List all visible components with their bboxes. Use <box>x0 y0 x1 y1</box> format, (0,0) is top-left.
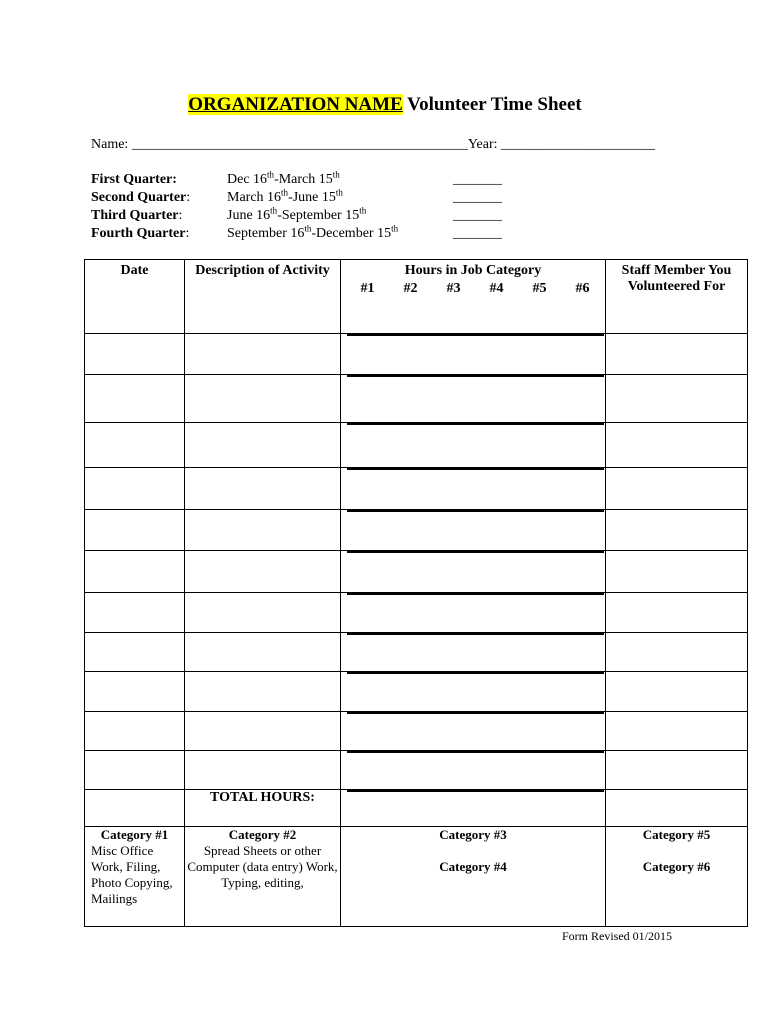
hour-category-number: #4 <box>489 281 504 296</box>
hours-cell[interactable] <box>518 751 561 753</box>
hours-cells <box>341 551 606 593</box>
hours-cell[interactable] <box>432 593 475 595</box>
total-hours-label: TOTAL HOURS: <box>185 790 341 827</box>
hour-category-number: #5 <box>532 281 547 296</box>
date-header: Date <box>85 260 185 334</box>
hours-cell[interactable] <box>390 468 433 470</box>
hours-cell[interactable] <box>475 423 518 425</box>
hours-cell[interactable] <box>432 375 475 377</box>
hours-header <box>341 260 606 334</box>
table-row <box>85 551 748 593</box>
hours-cell[interactable] <box>560 334 604 336</box>
hour-category-number: #3 <box>446 281 461 296</box>
quarter-dates: March 16th-June 15th <box>227 187 343 205</box>
quarter-label: First Quarter: <box>91 172 177 187</box>
description-cell[interactable] <box>185 510 341 551</box>
description-cell[interactable] <box>185 633 341 672</box>
hour-category-number: #6 <box>575 281 590 296</box>
date-cell[interactable] <box>85 375 185 423</box>
total-hours-cells <box>341 790 606 827</box>
hours-cell[interactable] <box>432 510 475 512</box>
hour-category-number: #2 <box>403 281 418 296</box>
hours-cell[interactable] <box>347 510 390 512</box>
staff-cell[interactable] <box>606 633 748 672</box>
quarter-row <box>91 207 533 225</box>
date-cell[interactable] <box>85 510 185 551</box>
category-2-cell <box>185 827 341 927</box>
category-4-title: Category #4 <box>439 859 507 874</box>
table-header-row <box>85 260 748 334</box>
table-row <box>85 672 748 712</box>
hours-cell[interactable] <box>560 712 604 714</box>
hours-cell[interactable] <box>390 551 433 553</box>
staff-header: Staff Member You Volunteered For <box>606 260 748 334</box>
hours-cell[interactable] <box>432 334 475 336</box>
hours-cells <box>341 593 606 633</box>
category-6-title: Category #6 <box>642 859 711 874</box>
table-row <box>85 334 748 375</box>
date-cell[interactable] <box>85 712 185 751</box>
hours-cell[interactable] <box>432 551 475 553</box>
hours-cell[interactable] <box>347 551 390 553</box>
hours-cell[interactable] <box>518 672 561 674</box>
hours-cell[interactable] <box>560 510 604 512</box>
table-row <box>85 751 748 790</box>
hours-cell[interactable] <box>475 334 518 336</box>
hours-cell[interactable] <box>390 423 433 425</box>
quarter-row <box>91 189 533 207</box>
description-header: Description of Activity <box>185 260 341 334</box>
hours-cell[interactable] <box>432 468 475 470</box>
hours-cell[interactable] <box>432 751 475 753</box>
hours-cell[interactable] <box>432 712 475 714</box>
hours-cell[interactable] <box>475 375 518 377</box>
hours-cell[interactable] <box>475 790 518 792</box>
hours-cell[interactable] <box>390 790 433 792</box>
staff-cell[interactable] <box>606 468 748 510</box>
category-1-description: Misc Office Work, Filing, Photo Copying, Mailings <box>91 843 173 906</box>
hours-cell[interactable] <box>390 633 433 635</box>
description-cell[interactable] <box>185 551 341 593</box>
quarter-blank[interactable]: _______ <box>453 172 502 187</box>
hours-cell[interactable] <box>390 712 433 714</box>
time-sheet-table <box>84 259 748 927</box>
organization-name: ORGANIZATION NAME <box>188 94 403 115</box>
quarter-label: Fourth Quarter: <box>91 226 190 241</box>
hours-cell[interactable] <box>560 593 604 595</box>
hours-cells <box>341 375 606 423</box>
form-title <box>0 94 770 116</box>
date-cell[interactable] <box>85 423 185 468</box>
hours-cell[interactable] <box>475 633 518 635</box>
hours-cells <box>341 751 606 790</box>
description-cell[interactable] <box>185 672 341 712</box>
staff-cell[interactable] <box>606 751 748 790</box>
hours-cell[interactable] <box>347 751 390 753</box>
staff-cell[interactable] <box>606 712 748 751</box>
hours-cell[interactable] <box>475 751 518 753</box>
hour-category-number: #1 <box>360 281 375 296</box>
table-row <box>85 633 748 672</box>
quarter-blank[interactable]: _______ <box>453 190 502 205</box>
date-cell[interactable] <box>85 633 185 672</box>
form-title-text: Volunteer Time Sheet <box>402 94 582 115</box>
hours-cells <box>341 423 606 468</box>
hours-cell[interactable] <box>475 672 518 674</box>
hours-cell[interactable] <box>347 593 390 595</box>
hours-cell[interactable] <box>560 468 604 470</box>
hours-cell[interactable] <box>518 551 561 553</box>
staff-cell[interactable] <box>606 334 748 375</box>
staff-cell[interactable] <box>606 593 748 633</box>
hours-cell[interactable] <box>518 712 561 714</box>
hours-cell[interactable] <box>347 468 390 470</box>
category-2-description: Spread Sheets or other Computer (data entry) Work, Typing, editing, <box>187 843 338 890</box>
hours-cell[interactable] <box>475 468 518 470</box>
hours-cell[interactable] <box>390 593 433 595</box>
hours-cell[interactable] <box>518 510 561 512</box>
table-row <box>85 510 748 551</box>
hours-cells <box>341 510 606 551</box>
quarters-list <box>91 171 533 243</box>
hours-cell[interactable] <box>347 712 390 714</box>
date-cell[interactable] <box>85 468 185 510</box>
table-row <box>85 712 748 751</box>
category-5-6-cell <box>606 827 748 927</box>
hours-cell[interactable] <box>560 423 604 425</box>
date-cell[interactable] <box>85 751 185 790</box>
category-1-cell <box>85 827 185 927</box>
name-year-line[interactable]: Name: ________________________________________________Year: ______________________ <box>91 137 656 152</box>
hours-category-title: Hours in Job Category <box>404 263 542 278</box>
hours-cells <box>341 633 606 672</box>
hours-cell[interactable] <box>390 510 433 512</box>
description-cell[interactable] <box>185 375 341 423</box>
hours-cell[interactable] <box>560 751 604 753</box>
hours-cell[interactable] <box>347 423 390 425</box>
staff-cell[interactable] <box>606 375 748 423</box>
category-2-title: Category #2 <box>228 827 297 842</box>
hours-cell[interactable] <box>560 672 604 674</box>
hours-cell[interactable] <box>560 551 604 553</box>
quarter-row <box>91 225 533 243</box>
date-cell[interactable] <box>85 334 185 375</box>
hours-cell[interactable] <box>518 334 561 336</box>
total-row <box>85 790 748 827</box>
date-cell[interactable] <box>85 551 185 593</box>
quarter-label: Second Quarter: <box>91 190 191 205</box>
hours-cell[interactable] <box>475 593 518 595</box>
table-row <box>85 375 748 423</box>
description-cell[interactable] <box>185 593 341 633</box>
hours-cell[interactable] <box>390 334 433 336</box>
quarter-dates: June 16th-September 15th <box>227 205 367 223</box>
table-row <box>85 468 748 510</box>
hours-cell[interactable] <box>475 712 518 714</box>
hours-cell[interactable] <box>518 423 561 425</box>
hours-cell[interactable] <box>518 375 561 377</box>
category-5-title: Category #5 <box>642 827 711 842</box>
hours-cell[interactable] <box>432 633 475 635</box>
hours-cells <box>341 468 606 510</box>
table-row <box>85 593 748 633</box>
hours-cell[interactable] <box>432 423 475 425</box>
description-cell[interactable] <box>185 751 341 790</box>
hours-cell[interactable] <box>518 593 561 595</box>
hours-cell[interactable] <box>475 551 518 553</box>
hours-cell[interactable] <box>390 672 433 674</box>
quarter-row <box>91 171 533 189</box>
quarter-dates: September 16th-December 15th <box>227 223 399 241</box>
categories-row <box>85 827 748 927</box>
hours-cell[interactable] <box>390 751 433 753</box>
quarter-dates: Dec 16th-March 15th <box>227 169 340 187</box>
hours-cell[interactable] <box>560 633 604 635</box>
hours-cell[interactable] <box>475 510 518 512</box>
total-staff-cell <box>606 790 748 827</box>
description-cell[interactable] <box>185 334 341 375</box>
category-1-title: Category #1 <box>100 827 169 842</box>
total-date-cell <box>85 790 185 827</box>
hours-cell[interactable] <box>347 375 390 377</box>
hours-cell[interactable] <box>560 375 604 377</box>
hours-cell[interactable] <box>432 790 475 792</box>
quarter-blank[interactable]: _______ <box>453 208 502 223</box>
hours-cells <box>341 712 606 751</box>
staff-cell[interactable] <box>606 510 748 551</box>
staff-cell[interactable] <box>606 423 748 468</box>
description-cell[interactable] <box>185 468 341 510</box>
date-cell[interactable] <box>85 593 185 633</box>
hours-cell[interactable] <box>560 790 604 792</box>
hours-cell[interactable] <box>347 633 390 635</box>
hours-cell[interactable] <box>347 672 390 674</box>
form-revised-note: Form Revised 01/2015 <box>562 929 672 943</box>
staff-cell[interactable] <box>606 551 748 593</box>
quarter-label: Third Quarter: <box>91 208 183 223</box>
hours-cell[interactable] <box>518 790 561 792</box>
category-3-4-cell <box>341 827 606 927</box>
category-3-title: Category #3 <box>439 827 507 842</box>
staff-cell[interactable] <box>606 672 748 712</box>
hours-cell[interactable] <box>347 334 390 336</box>
hours-cells <box>341 672 606 712</box>
hours-cell[interactable] <box>518 468 561 470</box>
hours-cells <box>341 334 606 375</box>
hours-cell[interactable] <box>390 375 433 377</box>
quarter-blank[interactable]: _______ <box>453 226 502 241</box>
hours-cell[interactable] <box>347 790 390 792</box>
hours-cell[interactable] <box>432 672 475 674</box>
hours-cell[interactable] <box>518 633 561 635</box>
hour-category-numbers <box>346 281 604 297</box>
description-cell[interactable] <box>185 712 341 751</box>
description-cell[interactable] <box>185 423 341 468</box>
table-row <box>85 423 748 468</box>
date-cell[interactable] <box>85 672 185 712</box>
